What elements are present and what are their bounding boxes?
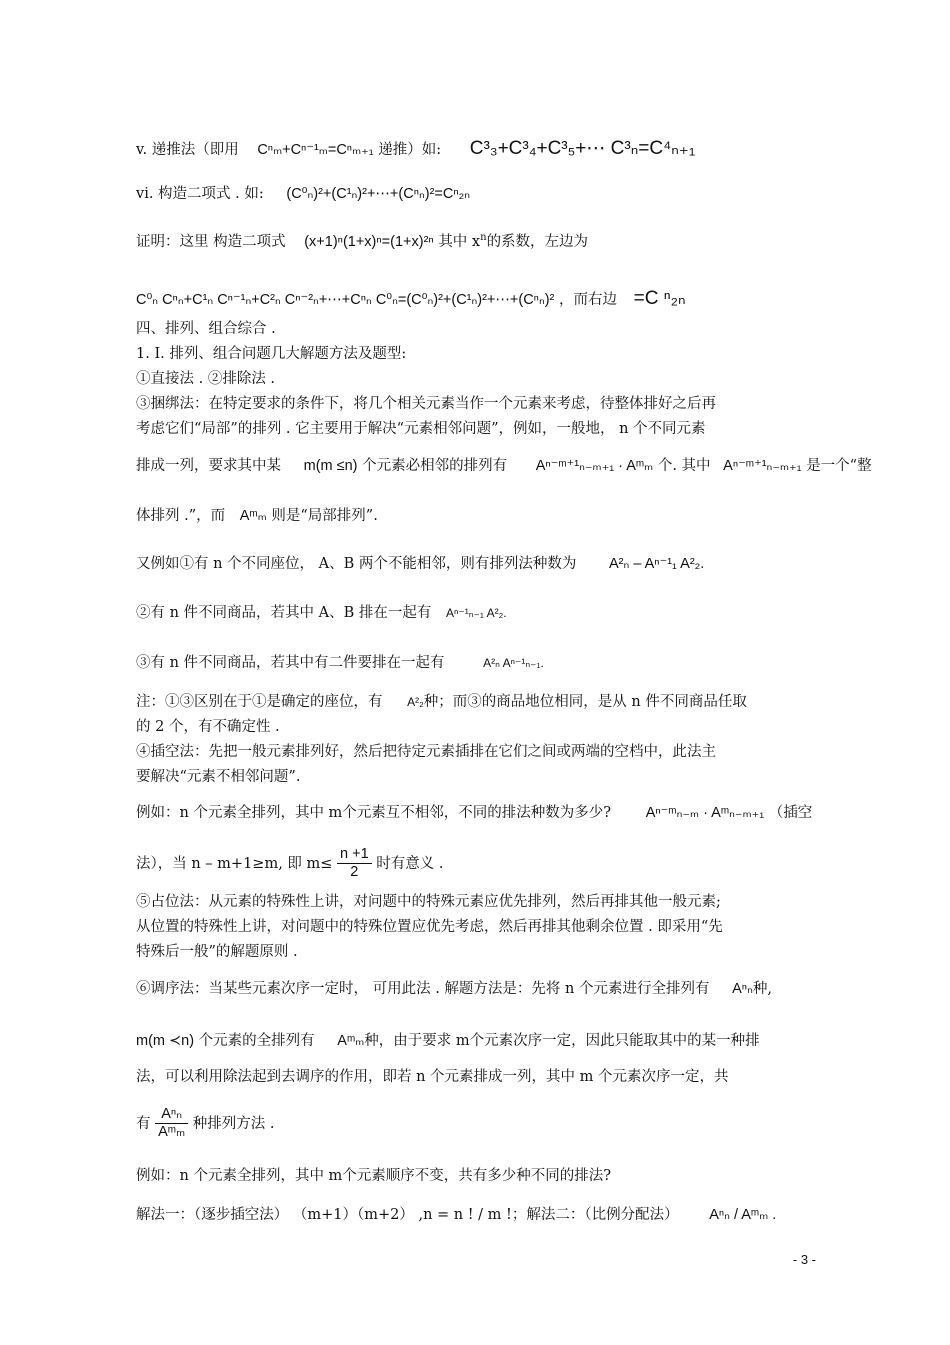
right-side: =C ⁿ₂ₙ: [633, 288, 686, 309]
order-method: ⑥调序法：当某些元素次序一定时， 可用此法 . 解题方法是：先将 n 个元素进行全排列有 Aⁿₙ种,: [136, 981, 772, 997]
page-number: - 3 -: [792, 1252, 816, 1267]
order-method-cont-2: 法，可以利用除法起到去调序的作用，即若 n 个元素排成一列，其中 m 个元素次序一定，共: [136, 1069, 729, 1085]
insertion-method-cont: 要解决“元素不相邻问题”.: [136, 769, 301, 785]
bundling-method: ③捆绑法：在特定要求的条件下，将几个相关元素当作一个元素来考虑，待整体排好之后再: [136, 396, 716, 412]
bundling-example: 排成一列，要求其中某 m(m ≤n) 个元素必相邻的排列有 Aⁿ⁻ᵐ⁺¹ₙ₋ₘ₊₁ · Aᵐₘ 个. 其中 Aⁿ⁻ᵐ⁺¹ₙ₋ₘ₊₁ 是一个“整: [136, 458, 872, 474]
insertion-example: 例如：n 个元素全排列，其中 m个元素互不相邻，不同的排法种数为多少? Aⁿ⁻ᵐₙ₋ₘ · Aᵐₙ₋ₘ₊₁ （插空: [136, 805, 813, 821]
division-fraction: $\frac{\text{Aⁿₙ}}{\text{Aᵐₘ}}$: [155, 1106, 188, 1142]
seat-formula: A²ₙ – Aⁿ⁻¹₁ A²₂.: [609, 556, 705, 572]
position-method: ⑤占位法：从元素的特殊性上讲，对问题中的特殊元素应优先排列，然后再排其他一般元素;: [136, 894, 721, 910]
order-solutions: 解法一：（逐步插空法） （m+1）（m+2） ,n = n ! / m !；解法二：（比例分配法） Aⁿₙ / Aᵐₘ .: [136, 1207, 777, 1223]
line-construct-binomial: vi. 构造二项式 . 如: (C⁰ₙ)²+(C¹ₙ)²+⋯+(Cⁿₙ)²=Cⁿ₂ₙ: [136, 186, 471, 202]
goods-two-example: ③有 n 件不同商品，若其中有二件要排在一起有 A²ₙ Aⁿ⁻¹ₙ₋₁.: [136, 655, 544, 671]
insertion-method: ④插空法：先把一般元素排列好，然后把待定元素插排在它们之间或两端的空档中，此法主: [136, 744, 716, 760]
condition-fraction: $\frac{n +1}{2}$: [337, 846, 372, 882]
section-heading: 四、排列、组合综合 .: [136, 321, 276, 337]
position-method-cont: 从位置的特殊性上讲，对问题中的特殊位置应优先考虑，然后再排其他剩余位置 . 即采用“先: [136, 919, 723, 935]
bundling-local: 体排列 .”，而 Aᵐₘ 则是“局部排列”.: [136, 508, 378, 524]
insertion-condition: 法），当 n – m+1≥m, 即 m≤ $\frac{n +1}{2}$ 时有意义 .: [136, 846, 444, 881]
position-method-principle: 特殊后一般”的解题原则 .: [136, 944, 298, 960]
note-line: 注：①③区别在于①是确定的座位，有 A²₂种；而③的商品地位相同，是从 n 件不同商品任取: [136, 694, 747, 710]
order-example: 例如：n 个元素全排列，其中 m个元素顺序不变，共有多少种不同的排法?: [136, 1168, 612, 1184]
bundling-formula: Aⁿ⁻ᵐ⁺¹ₙ₋ₘ₊₁ · Aᵐₘ: [535, 458, 654, 474]
ratio-formula: Aⁿₙ / Aᵐₘ .: [709, 1207, 777, 1223]
goods-ab-example: ②有 n 件不同商品，若其中 A、B 排在一起有 Aⁿ⁻¹ₙ₋₁ A²₂.: [136, 605, 507, 621]
note-line-cont: 的 2 个，有不确定性 .: [136, 719, 280, 735]
bundling-method-cont: 考虑它们“局部”的排列 . 它主要用于解决“元素相邻问题”，例如，一般地， n 个不同元素: [136, 421, 706, 437]
binomial-identity: (x+1)ⁿ(1+x)ⁿ=(1+x)²ⁿ: [304, 234, 434, 250]
insertion-formula: Aⁿ⁻ᵐₙ₋ₘ · Aᵐₙ₋ₘ₊₁: [645, 805, 765, 821]
recursion-formula: Cⁿₘ+Cⁿ⁻¹ₘ=Cⁿₘ₊₁: [257, 142, 374, 158]
line-proof: 证明：这里 构造二项式 (x+1)ⁿ(1+x)ⁿ=(1+x)²ⁿ 其中 $x^n$的系数，左边为: [136, 232, 589, 250]
left-side-sum: C⁰ₙ Cⁿₙ+C¹ₙ Cⁿ⁻¹ₙ+C²ₙ Cⁿ⁻²ₙ+⋯+Cⁿₙ C⁰ₙ=(C⁰ₙ)²+(C¹ₙ)²+⋯+(Cⁿₙ)²: [136, 292, 555, 308]
order-method-result: 有 $\frac{\text{Aⁿₙ}}{\text{Aᵐₘ}}$ 种排列方法 .: [136, 1106, 275, 1141]
order-method-cont: m(m ≺n) 个元素的全排列有 Aᵐₘ种，由于要求 m个元素次序一定，因此只能取其中的某一种排: [136, 1033, 760, 1049]
line-recursion: v. 递推法（即用 Cⁿₘ+Cⁿ⁻¹ₘ=Cⁿₘ₊₁ 递推）如: C³₃+C³₄+C³₅+⋯ C³ₙ=C⁴ₙ₊₁: [136, 138, 696, 159]
seat-example: 又例如①有 n 个不同座位， A、B 两个不能相邻，则有排列法种数为 A²ₙ – Aⁿ⁻¹₁ A²₂.: [136, 556, 705, 572]
hockey-stick-formula: C³₃+C³₄+C³₅+⋯ C³ₙ=C⁴ₙ₊₁: [469, 138, 696, 159]
subsection-heading: 1. I. 排列、组合问题几大解题方法及题型:: [136, 346, 407, 362]
vandermonde-formula: (C⁰ₙ)²+(C¹ₙ)²+⋯+(Cⁿₙ)²=Cⁿ₂ₙ: [286, 186, 471, 202]
line-left-right: C⁰ₙ Cⁿₙ+C¹ₙ Cⁿ⁻¹ₙ+C²ₙ Cⁿ⁻²ₙ+⋯+Cⁿₙ C⁰ₙ=(C⁰ₙ)²+(C¹ₙ)²+⋯+(Cⁿₙ)² ，而右边 =C ⁿ₂ₙ: [136, 288, 686, 309]
method-list-1: ①直接法 . ②排除法 .: [136, 371, 276, 387]
